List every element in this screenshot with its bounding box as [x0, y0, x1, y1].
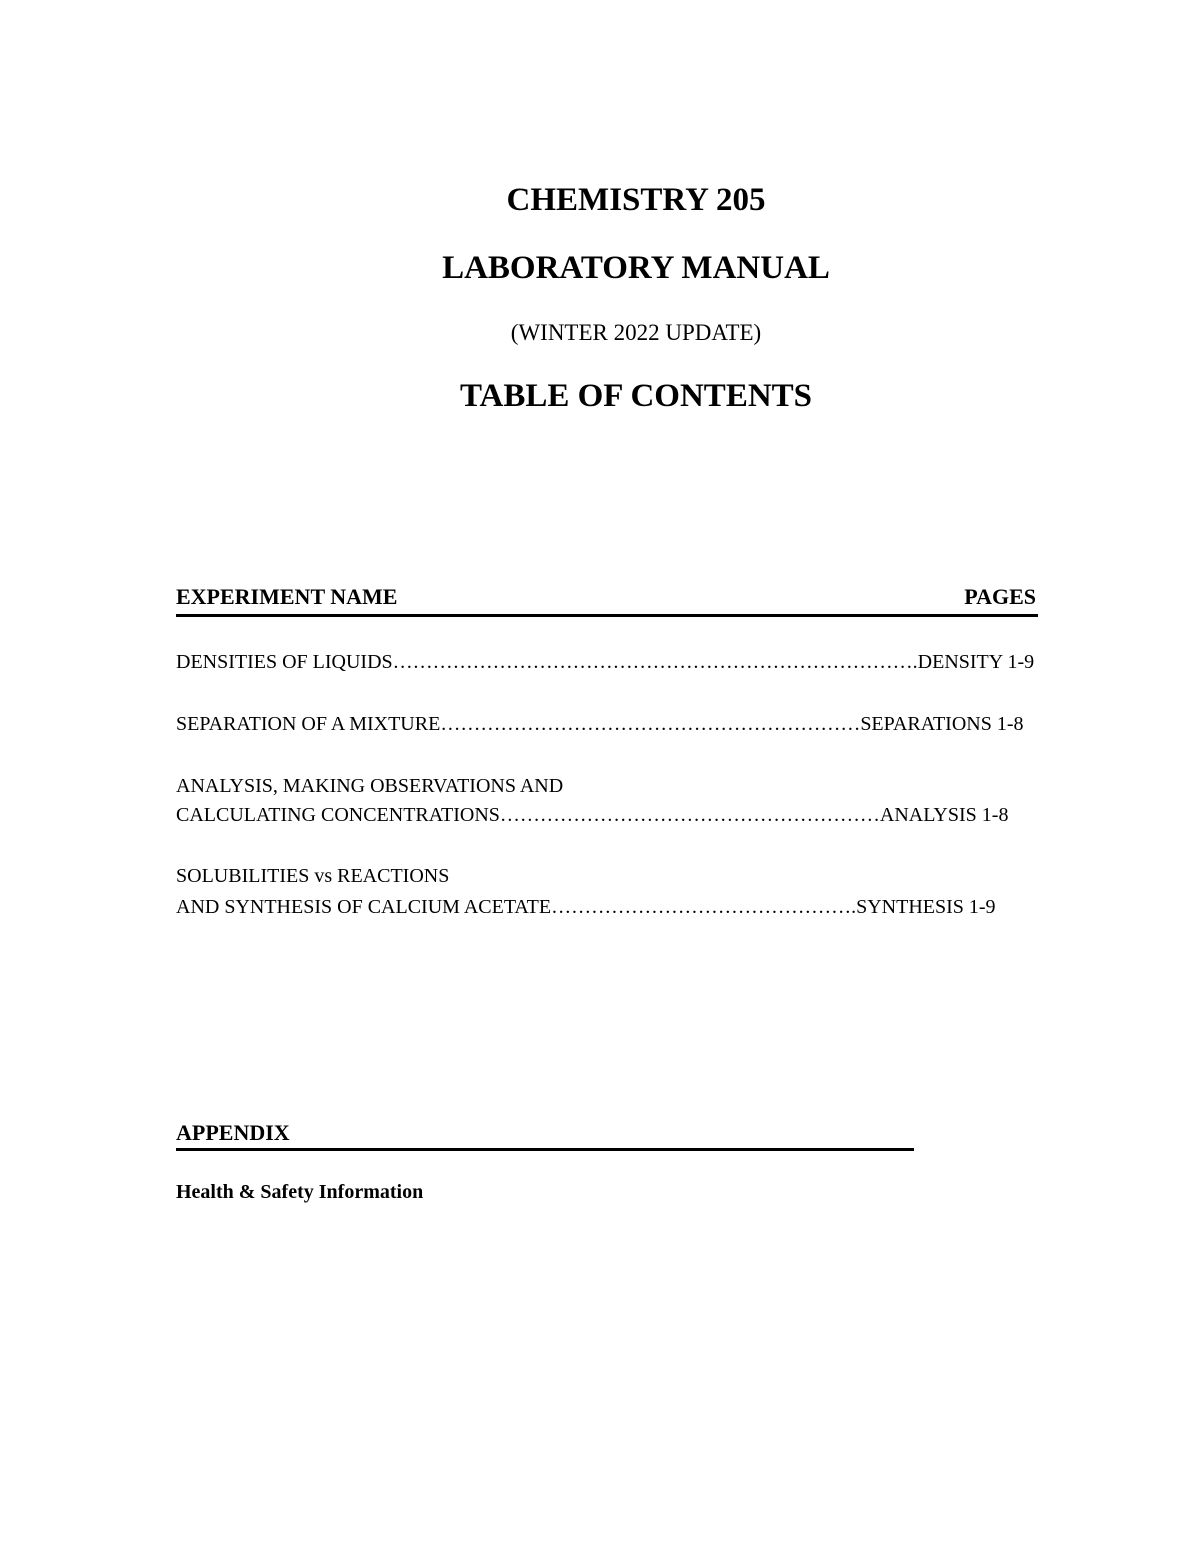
- toc-entry-line: [176, 801, 1008, 830]
- toc-entry-title-cont: AND SYNTHESIS OF CALCIUM ACETATE: [176, 896, 552, 918]
- toc-entry-line: [176, 710, 1024, 739]
- toc-entry-pages: SEPARATIONS 1-8: [860, 713, 1024, 735]
- toc-entry-densities: [176, 648, 1034, 677]
- toc-leader-dots: ………………………………………………………: [440, 713, 861, 735]
- toc-header-row: [176, 584, 1038, 617]
- toc-entry-line: [176, 862, 996, 891]
- toc-leader-dots: …………………………………………………: [499, 804, 880, 826]
- course-title: CHEMISTRY 205: [506, 182, 766, 218]
- manual-title: LABORATORY MANUAL: [442, 250, 830, 286]
- toc-entry-title: DENSITIES OF LIQUIDS: [176, 651, 393, 673]
- experiment-name-header: EXPERIMENT NAME: [176, 584, 398, 609]
- toc-leader-dots: ……………………………………….: [551, 896, 857, 918]
- toc-entry-title: SEPARATION OF A MIXTURE: [176, 713, 441, 735]
- toc-entry-title: ANALYSIS, MAKING OBSERVATIONS AND: [176, 775, 564, 797]
- pages-header: PAGES: [964, 584, 1036, 609]
- toc-entry-pages: SYNTHESIS 1-9: [856, 896, 996, 918]
- toc-entry-title-cont: CALCULATING CONCENTRATIONS: [176, 804, 500, 826]
- toc-entry-separation: [176, 710, 1024, 739]
- toc-entry-line: [176, 893, 996, 922]
- toc-entry-synthesis: [176, 862, 996, 922]
- toc-leader-dots: …………………………………………………………………….: [392, 651, 918, 673]
- toc-entry-pages: DENSITY 1-9: [917, 651, 1035, 673]
- appendix-heading-text: APPENDIX: [176, 1120, 290, 1145]
- toc-entry-analysis: [176, 772, 1008, 830]
- toc-entry-line: [176, 772, 1008, 801]
- toc-entry-pages: ANALYSIS 1-8: [879, 804, 1009, 826]
- toc-entry-line: [176, 648, 1034, 677]
- update-note: (WINTER 2022 UPDATE): [510, 320, 762, 345]
- toc-entry-title: SOLUBILITIES vs REACTIONS: [176, 865, 450, 887]
- toc-heading: TABLE OF CONTENTS: [459, 378, 813, 414]
- appendix-item: Health & Safety Information: [176, 1181, 424, 1203]
- appendix-heading: [176, 1120, 914, 1151]
